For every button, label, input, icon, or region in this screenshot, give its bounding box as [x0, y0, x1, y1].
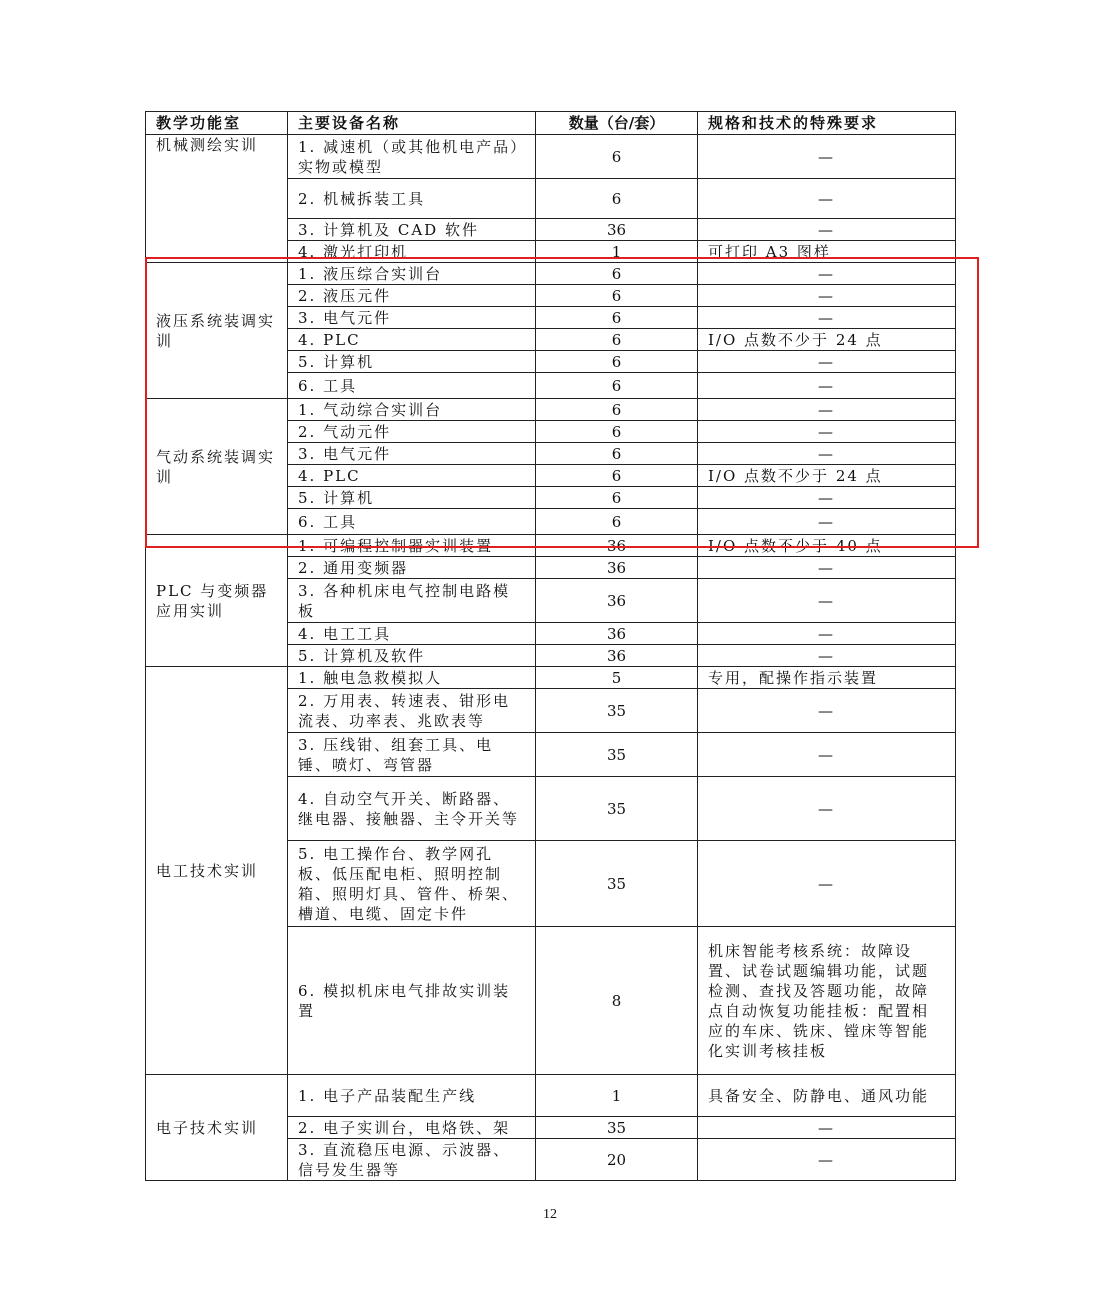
equipment-name-cell: 5. 电工操作台、教学网孔板、低压配电柜、照明控制箱、照明灯具、管件、桥架、槽道、电缆、固定卡件: [288, 841, 536, 927]
equipment-name-cell: 6. 工具: [288, 509, 536, 535]
equipment-name-cell: 5. 计算机: [288, 487, 536, 509]
quantity-cell: 6: [536, 285, 698, 307]
requirement-cell: —: [698, 443, 956, 465]
requirement-cell: I/O 点数不少于 40 点: [698, 535, 956, 557]
quantity-cell: 6: [536, 487, 698, 509]
quantity-cell: 6: [536, 443, 698, 465]
quantity-cell: 6: [536, 421, 698, 443]
requirement-cell: —: [698, 421, 956, 443]
requirement-cell: 可打印 A3 图样: [698, 241, 956, 263]
quantity-cell: 6: [536, 135, 698, 179]
room-cell: 电子技术实训: [146, 1075, 288, 1181]
quantity-cell: 36: [536, 579, 698, 623]
requirement-cell: —: [698, 263, 956, 285]
quantity-cell: 8: [536, 927, 698, 1075]
room-cell: 电工技术实训: [146, 667, 288, 1075]
requirement-cell: —: [698, 399, 956, 421]
equipment-name-cell: 3. 电气元件: [288, 307, 536, 329]
requirement-cell: —: [698, 135, 956, 179]
requirement-cell: —: [698, 219, 956, 241]
requirement-cell: —: [698, 285, 956, 307]
requirement-cell: —: [698, 1139, 956, 1181]
requirement-cell: —: [698, 579, 956, 623]
page-number: 12: [543, 1207, 557, 1222]
equipment-name-cell: 1. 电子产品装配生产线: [288, 1075, 536, 1117]
requirement-cell: 具备安全、防静电、通风功能: [698, 1075, 956, 1117]
table-row: [146, 263, 956, 285]
room-cell: 气动系统装调实训: [146, 399, 288, 535]
equipment-name-cell: 1. 液压综合实训台: [288, 263, 536, 285]
header-quantity: 数量（台/套）: [536, 112, 698, 135]
equipment-name-cell: 4. 自动空气开关、断路器、继电器、接触器、主令开关等: [288, 777, 536, 841]
quantity-cell: 6: [536, 179, 698, 219]
equipment-name-cell: 4. PLC: [288, 465, 536, 487]
requirement-cell: —: [698, 179, 956, 219]
equipment-name-cell: 3. 计算机及 CAD 软件: [288, 219, 536, 241]
quantity-cell: 6: [536, 509, 698, 535]
quantity-cell: 35: [536, 841, 698, 927]
quantity-cell: 6: [536, 373, 698, 399]
quantity-cell: 6: [536, 307, 698, 329]
header-room: 教学功能室: [146, 112, 288, 135]
requirement-cell: —: [698, 645, 956, 667]
quantity-cell: 36: [536, 535, 698, 557]
table-row: [146, 667, 956, 689]
equipment-name-cell: 1. 减速机（或其他机电产品）实物或模型: [288, 135, 536, 179]
quantity-cell: 6: [536, 329, 698, 351]
requirement-cell: —: [698, 777, 956, 841]
quantity-cell: 6: [536, 399, 698, 421]
requirement-cell: —: [698, 1117, 956, 1139]
room-cell: 液压系统装调实训: [146, 263, 288, 399]
equipment-name-cell: 3. 各种机床电气控制电路模板: [288, 579, 536, 623]
quantity-cell: 6: [536, 465, 698, 487]
header-requirements: 规格和技术的特殊要求: [698, 112, 956, 135]
equipment-name-cell: 4. 激光打印机: [288, 241, 536, 263]
requirement-cell: —: [698, 487, 956, 509]
requirement-cell: —: [698, 733, 956, 777]
requirement-cell: —: [698, 689, 956, 733]
quantity-cell: 35: [536, 777, 698, 841]
equipment-name-cell: 3. 压线钳、组套工具、电锤、喷灯、弯管器: [288, 733, 536, 777]
table-header-row: [146, 112, 956, 135]
equipment-name-cell: 1. 气动综合实训台: [288, 399, 536, 421]
equipment-name-cell: 1. 可编程控制器实训装置: [288, 535, 536, 557]
requirement-cell: —: [698, 373, 956, 399]
equipment-name-cell: 1. 触电急救模拟人: [288, 667, 536, 689]
equipment-name-cell: 4. 电工工具: [288, 623, 536, 645]
requirement-cell: —: [698, 307, 956, 329]
quantity-cell: 5: [536, 667, 698, 689]
room-cell: PLC 与变频器应用实训: [146, 535, 288, 667]
equipment-table: [145, 111, 956, 1181]
equipment-name-cell: 2. 液压元件: [288, 285, 536, 307]
equipment-name-cell: 4. PLC: [288, 329, 536, 351]
quantity-cell: 36: [536, 645, 698, 667]
requirement-cell: 专用，配操作指示装置: [698, 667, 956, 689]
table-row: [146, 399, 956, 421]
quantity-cell: 35: [536, 689, 698, 733]
quantity-cell: 6: [536, 263, 698, 285]
equipment-name-cell: 2. 气动元件: [288, 421, 536, 443]
quantity-cell: 36: [536, 557, 698, 579]
equipment-name-cell: 2. 万用表、转速表、钳形电流表、功率表、兆欧表等: [288, 689, 536, 733]
requirement-cell: I/O 点数不少于 24 点: [698, 329, 956, 351]
quantity-cell: 36: [536, 623, 698, 645]
requirement-cell: —: [698, 841, 956, 927]
requirement-cell: —: [698, 509, 956, 535]
quantity-cell: 1: [536, 241, 698, 263]
quantity-cell: 20: [536, 1139, 698, 1181]
header-equipment: 主要设备名称: [288, 112, 536, 135]
requirement-cell: I/O 点数不少于 24 点: [698, 465, 956, 487]
equipment-name-cell: 6. 工具: [288, 373, 536, 399]
equipment-name-cell: 5. 计算机: [288, 351, 536, 373]
requirement-cell: —: [698, 623, 956, 645]
requirement-cell: —: [698, 351, 956, 373]
quantity-cell: 35: [536, 733, 698, 777]
quantity-cell: 36: [536, 219, 698, 241]
requirement-cell: 机床智能考核系统：故障设置、试卷试题编辑功能，试题检测、查找及答题功能，故障点自动恢复功能挂板：配置相应的车床、铣床、镗床等智能化实训考核挂板: [698, 927, 956, 1075]
room-cell: 机械测绘实训: [146, 135, 288, 263]
table-row: [146, 535, 956, 557]
requirement-cell: —: [698, 557, 956, 579]
table-row: [146, 1075, 956, 1117]
equipment-name-cell: 5. 计算机及软件: [288, 645, 536, 667]
quantity-cell: 35: [536, 1117, 698, 1139]
quantity-cell: 6: [536, 351, 698, 373]
equipment-name-cell: 2. 电子实训台，电烙铁、架: [288, 1117, 536, 1139]
quantity-cell: 1: [536, 1075, 698, 1117]
equipment-name-cell: 3. 直流稳压电源、示波器、信号发生器等: [288, 1139, 536, 1181]
equipment-name-cell: 6. 模拟机床电气排故实训装置: [288, 927, 536, 1075]
equipment-name-cell: 2. 通用变频器: [288, 557, 536, 579]
equipment-name-cell: 2. 机械拆装工具: [288, 179, 536, 219]
table-body: [146, 135, 956, 1181]
equipment-table-container: [145, 111, 955, 1181]
equipment-name-cell: 3. 电气元件: [288, 443, 536, 465]
table-row: [146, 135, 956, 179]
